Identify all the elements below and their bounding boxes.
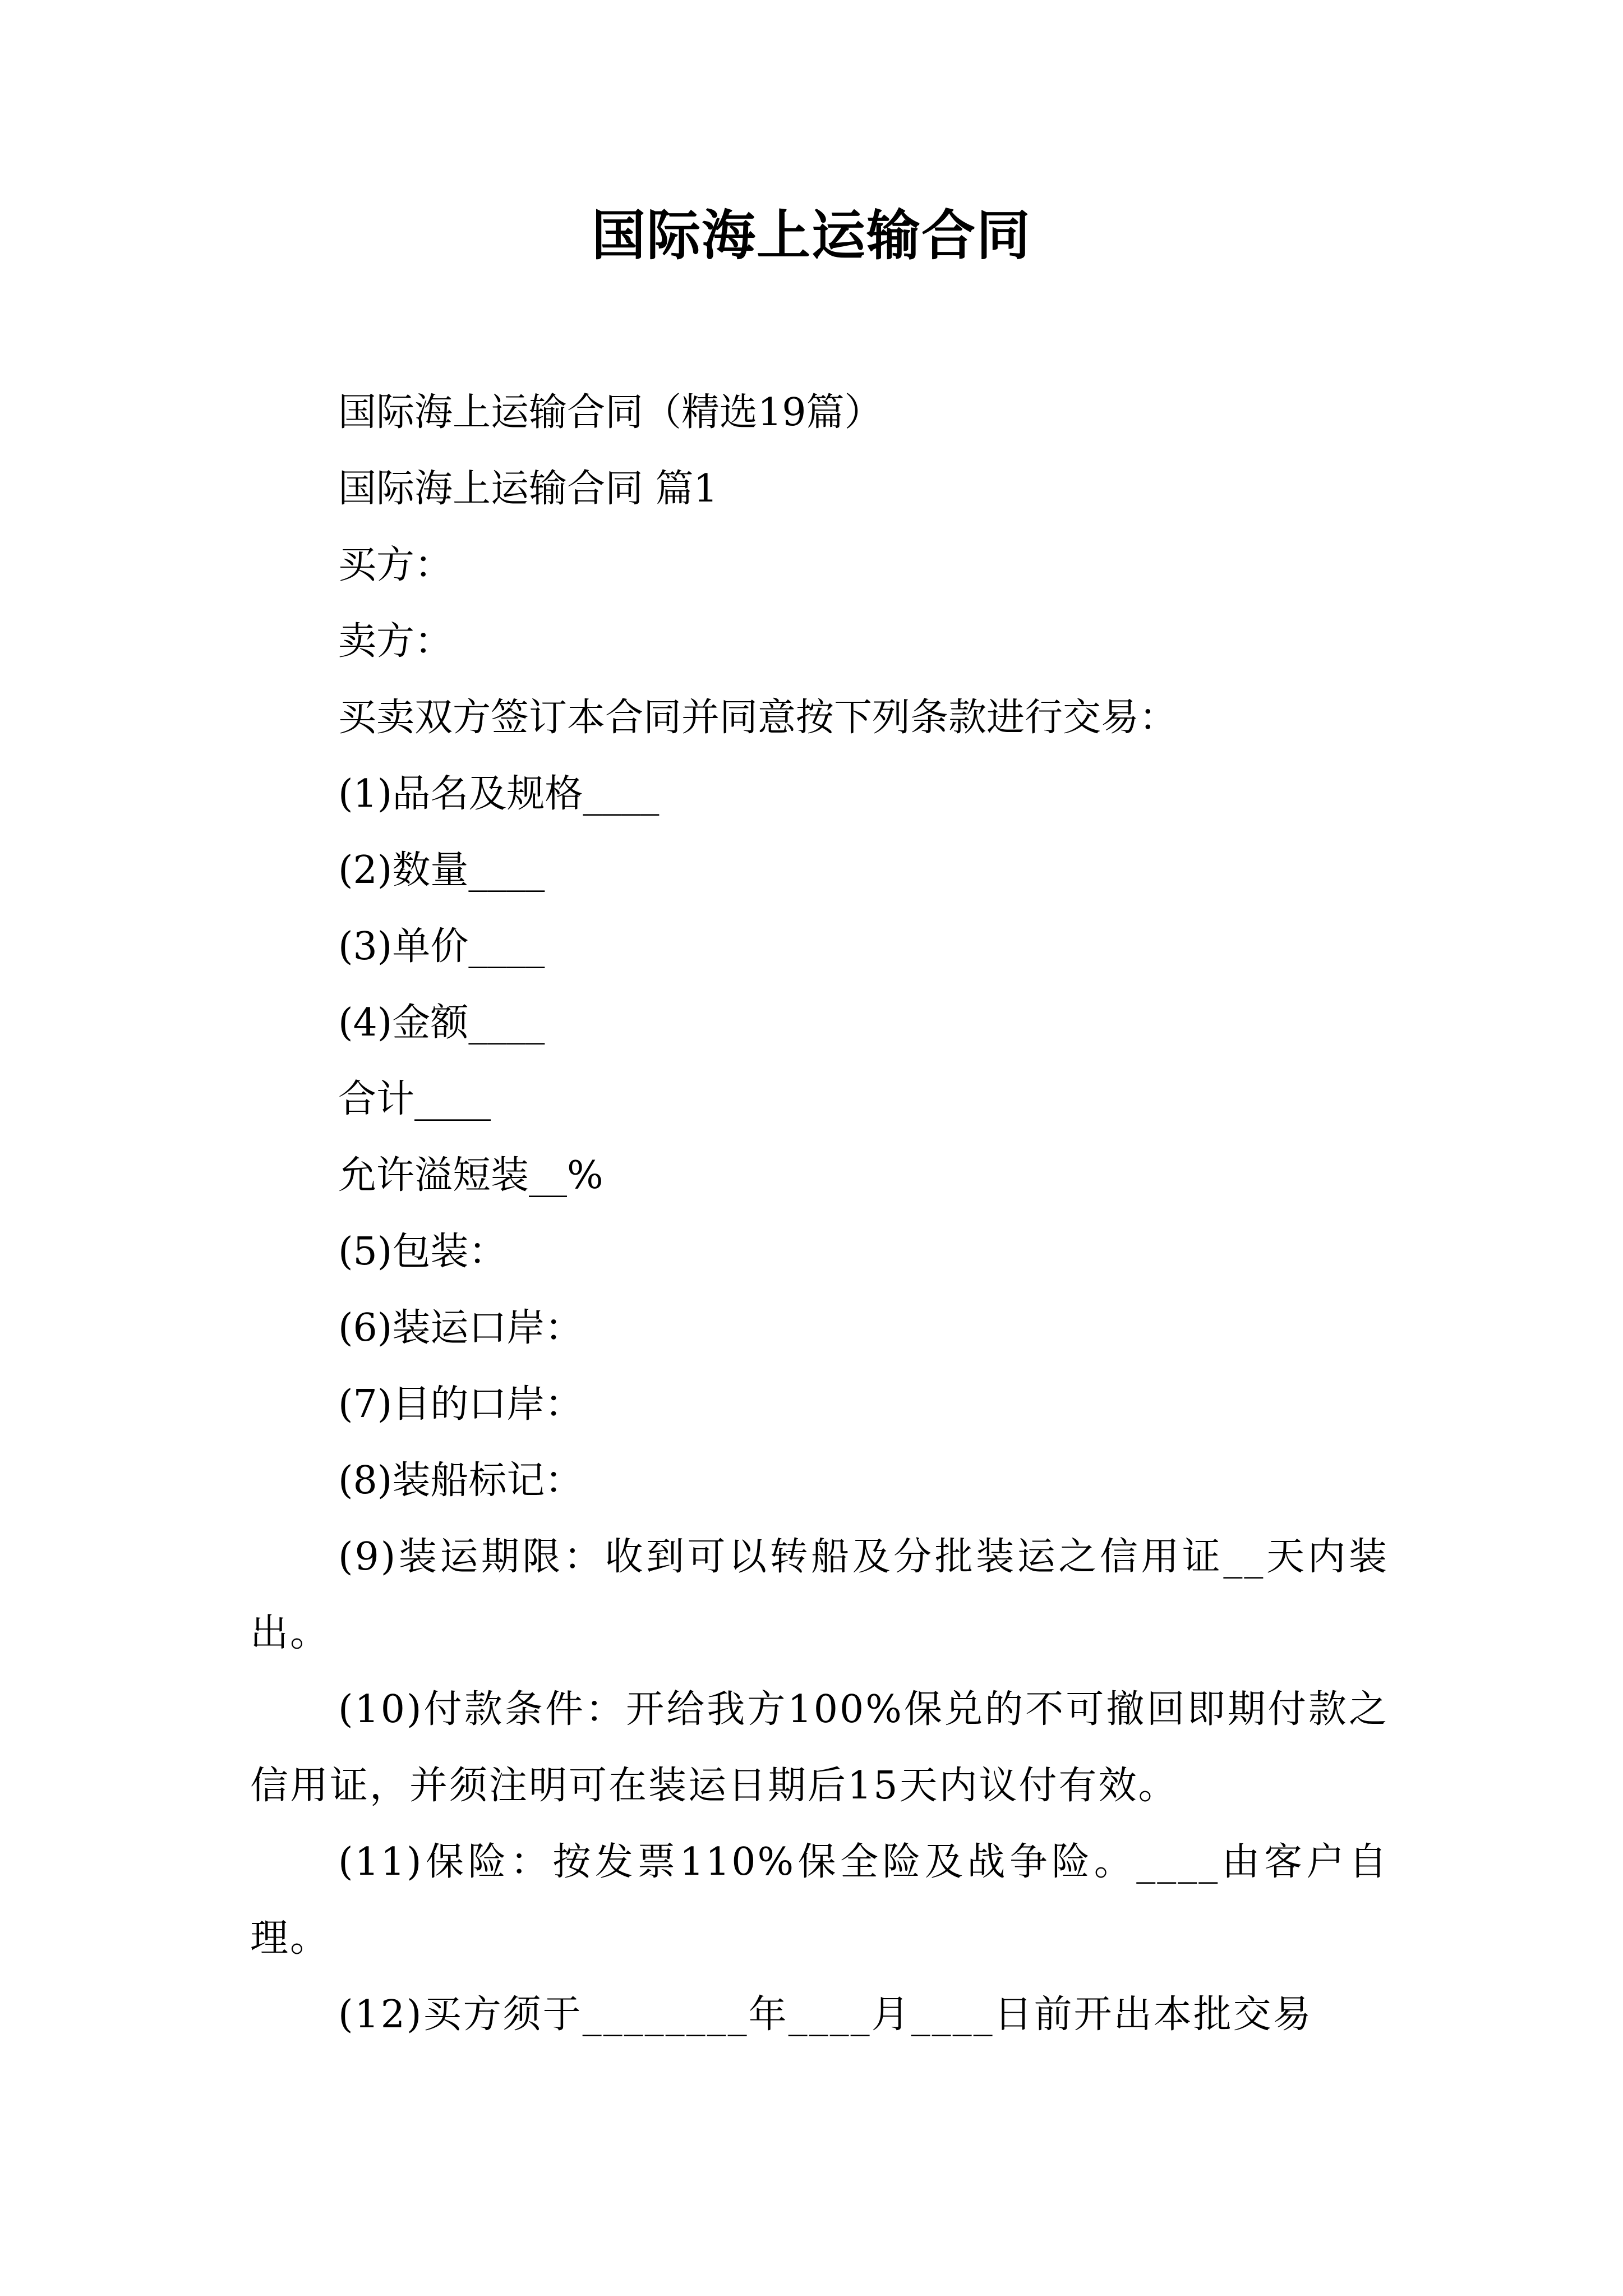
seller-field: 卖方： xyxy=(338,619,453,664)
clause-shipment-period: (9)装运期限：收到可以转船及分批装运之信用证__天内装出。 xyxy=(250,1535,1389,1655)
clause-product-spec: (1)品名及规格____ xyxy=(338,772,660,816)
buyer-field: 买方： xyxy=(338,543,453,587)
clause-amount: (4)金额____ xyxy=(338,1001,545,1045)
clause-loading-port: (6)装运口岸： xyxy=(338,1306,583,1350)
agreement-statement: 买卖双方签订本合同并同意按下列条款进行交易： xyxy=(338,696,1178,740)
clause-quantity: (2)数量____ xyxy=(338,848,545,892)
clause-insurance: (11)保险：按发票110%保全险及战争险。____由客户自理。 xyxy=(250,1840,1389,1961)
clause-destination-port: (7)目的口岸： xyxy=(338,1382,583,1427)
clause-tolerance: 允许溢短装__% xyxy=(338,1153,603,1198)
document-title: 国际海上运输合同 xyxy=(592,204,1031,267)
clause-total: 合计____ xyxy=(338,1077,491,1121)
contract-body xyxy=(250,375,1389,2053)
subtitle-line: 国际海上运输合同（精选19篇） xyxy=(338,390,883,435)
clause-unit-price: (3)单价____ xyxy=(338,924,545,969)
clause-packing: (5)包装： xyxy=(338,1230,507,1274)
clause-letter-of-credit: (12)买方须于________年____月____日前开出本批交易 xyxy=(338,1993,1313,2037)
clause-payment-terms: (10)付款条件：开给我方100%保兑的不可撤回即期付款之信用证，并须注明可在装运日期后15天内议付有效。 xyxy=(250,1687,1389,1808)
section-heading: 国际海上运输合同 篇1 xyxy=(338,467,718,511)
clause-shipping-marks: (8)装船标记： xyxy=(338,1458,583,1503)
